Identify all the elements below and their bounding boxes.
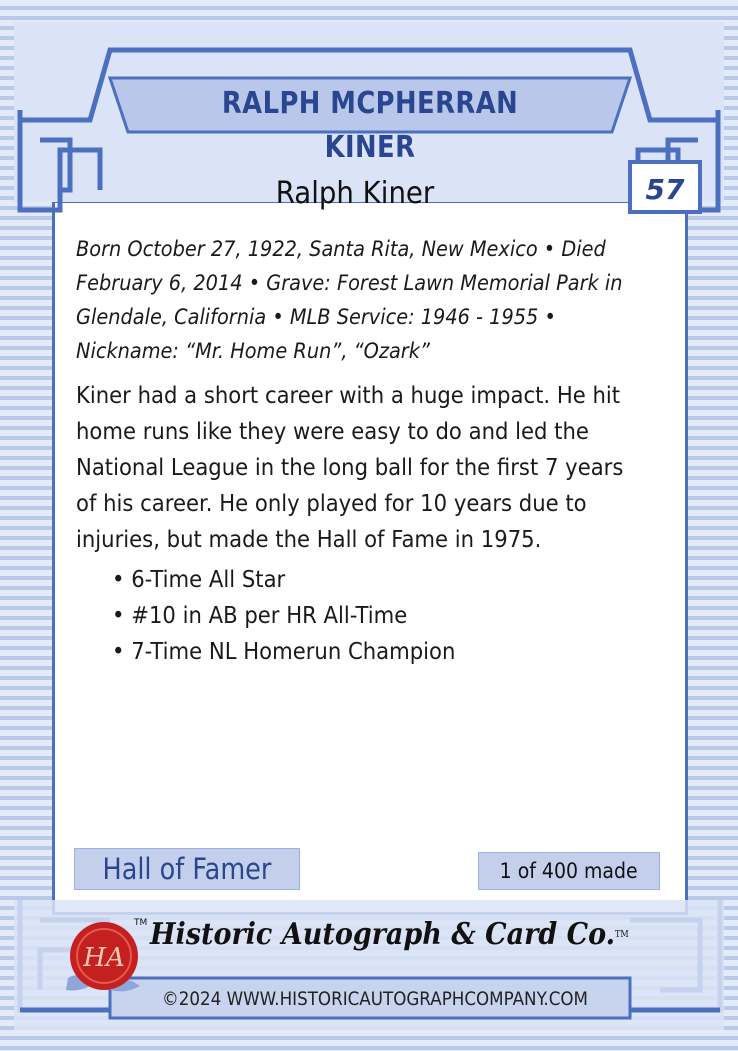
company-name: Historic Autograph & Card Co.: [150, 917, 616, 952]
player-full-name: RALPH MCPHERRAN KINER: [221, 86, 519, 165]
facts-list: [112, 562, 455, 670]
player-display-name: Ralph Kiner: [275, 176, 435, 211]
edition-label: 1 of 400 made: [500, 859, 638, 883]
wax-seal-logo: [60, 916, 148, 996]
card-number: 57: [645, 173, 685, 206]
list-item: • 6-Time All Star: [112, 562, 455, 598]
copyright-line: ©2024 WWW.HISTORICAUTOGRAPHCOMPANY.COM: [162, 988, 588, 1010]
career-description: Kiner had a short career with a huge impact. He hit home runs like they were easy to do and led the National League in the long ball for the first 7 years of his career. He only played for 10 years due to injuries, but made the Hall of Fame in 1975.: [76, 383, 624, 553]
trademark-mark: TM: [134, 918, 148, 928]
list-item: • 7-Time NL Homerun Champion: [112, 634, 455, 670]
svg-text:HA: HA: [83, 943, 125, 973]
bio-text: Born October 27, 1922, Santa Rita, New Mexico • Died February 6, 2014 • Grave: Forest Lawn Memorial Park in Glendale, California • MLB Service: 1946 - 1955 • Nickname: “Mr. Home Run”, “Ozark”: [76, 237, 623, 363]
list-item: • #10 in AB per HR All-Time: [112, 598, 455, 634]
company-wordmark: [150, 910, 629, 960]
hall-of-fame-badge: [74, 848, 300, 890]
edition-badge: [478, 852, 660, 890]
trademark-mark: TM: [615, 930, 629, 940]
hall-of-fame-label: Hall of Famer: [102, 852, 272, 886]
